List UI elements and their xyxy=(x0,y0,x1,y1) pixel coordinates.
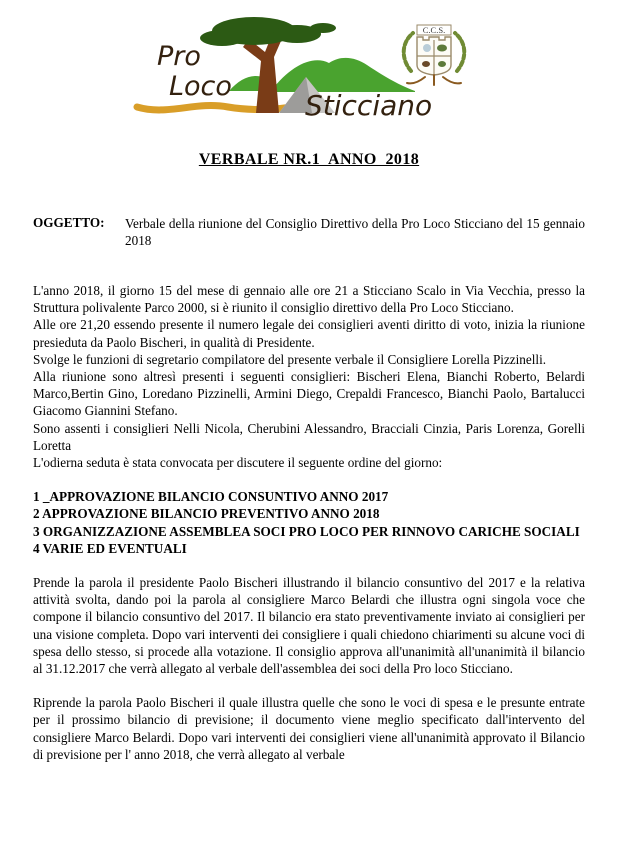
agenda-list xyxy=(33,488,585,557)
agenda-item: 2 APPROVAZIONE BILANCIO PREVENTIVO ANNO 2018 xyxy=(33,506,380,522)
paragraph: L'anno 2018, il giorno 15 del mese di gennaio alle ore 21 a Sticciano Scalo in Via Vecchia, presso la Struttura polivalente Parco 2000, si è riunito il consiglio direttivo della Pro Loco Sticciano. xyxy=(33,283,585,316)
agenda-item: 4 VARIE ED EVENTUALI xyxy=(33,540,187,556)
tree-trunk xyxy=(243,37,281,113)
paragraph: L'odierna seduta è stata convocata per discutere il seguente ordine del giorno: xyxy=(33,455,443,471)
paragraph: Prende la parola il presidente Paolo Bischeri illustrando il bilancio consuntivo del 2017 e la relativa attività svolta, dando poi la parola al consigliere Marco Belardi che illustra ogni singola voce che compone il bilancio consuntivo del 2017. Il bilancio era stato preventivamente inviato ai consiglieri per una visione completa. Dopo vari interventi dei consigliere i quali chiedono chiarimenti su alcune voci di spesa dello stesso, si procede alla votazione. Il consiglio approva all'unanimità all'unanimità il bilancio al 31.12.2017 che verrà allegato al verbale dell'assemblea dei soci della Pro loco Sticciano. xyxy=(33,575,585,677)
pro-loco-sticciano-logo xyxy=(133,13,485,125)
document-title: VERBALE NR.1 ANNO 2018 xyxy=(198,151,420,168)
subject-row xyxy=(33,215,585,249)
subject-label: OGGETTO: xyxy=(33,215,105,230)
paragraph: Svolge le funzioni di segretario compilatore del presente verbale il Consigliere Lorella Pizzinelli. xyxy=(33,351,547,367)
paragraph: Sono assenti i consiglieri Nelli Nicola, Cherubini Alessandro, Bracciali Cinzia, Paris Lorenza, Gorelli Loretta xyxy=(33,420,585,453)
tree-canopy xyxy=(200,17,336,46)
subject-text: Verbale della riunione del Consiglio Direttivo della Pro Loco Sticciano del 15 gennaio 2018 xyxy=(125,216,585,248)
crest-icon xyxy=(404,25,465,85)
paragraph: Alle ore 21,20 essendo presente il numero legale dei consiglieri aventi diritto di voto, inizia la riunione presieduta da Paolo Bischeri, in qualità di Presidente. xyxy=(33,317,585,350)
discussion-paragraphs xyxy=(33,574,585,763)
agenda-item: 3 ORGANIZZAZIONE ASSEMBLEA SOCI PRO LOCO PER RINNOVO CARICHE SOCIALI xyxy=(33,523,580,539)
crest-flourish xyxy=(407,75,461,85)
logo-text-loco: Loco xyxy=(169,71,232,102)
hills-icon xyxy=(271,58,415,92)
logo-text-sticciano: Sticciano xyxy=(305,89,433,122)
crest-label: C.C.S. xyxy=(422,25,446,35)
intro-paragraphs xyxy=(33,282,585,471)
paragraph: Alla riunione sono altresì presenti i seguenti consiglieri: Bischeri Elena, Bianchi Roberto, Belardi Marco,Bertin Gino, Loredano Pizzinelli, Armini Diego, Crepaldi Francesco, Bianchi Paolo, Bartalucci Giacomo Giannini Stefano. xyxy=(33,369,585,419)
logo-header xyxy=(0,0,618,125)
agenda-item: 1 _APPROVAZIONE BILANCIO CONSUNTIVO ANNO 2017 xyxy=(33,489,389,505)
crest-shield xyxy=(417,37,451,75)
paragraph: Riprende la parola Paolo Bischeri il quale illustra quelle che sono le voci di spesa e le presunte entrate per il prossimo bilancio di previsione; il documento viene meglio specificato dall'intervento del consigliere Marco Belardi. Dopo vari interventi dei consiglieri viene all'unanimità approvato il Bilancio di previsione per l' anno 2018, che verrà allegato al verbale xyxy=(33,695,585,762)
logo-text-pro: Pro xyxy=(157,41,201,72)
